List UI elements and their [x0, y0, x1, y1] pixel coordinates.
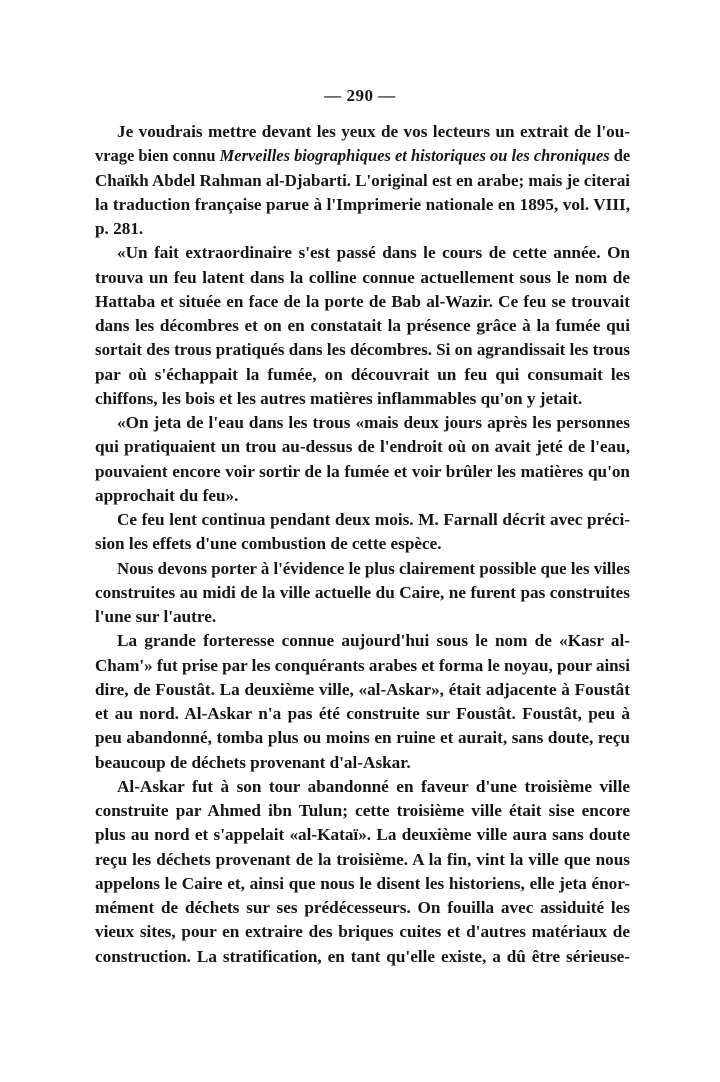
- book-title-italic: Merveilles biographiques et historiques ou les chroniques: [219, 146, 610, 166]
- text-line: peu abandonné, tomba plus ou moins en ruine et aurait, sans doute, reçu: [95, 728, 630, 748]
- text-line: par où s'échappait la fumée, on découvrait un feu qui consumait les: [95, 364, 630, 384]
- text-line: reçu les déchets provenant de la troisième. A la fin, vint la ville que nous: [95, 849, 630, 869]
- text-span: de: [609, 146, 631, 166]
- text-line: appelons le Caire et, ainsi que nous le disent les historiens, elle jeta énor-: [95, 873, 630, 893]
- text-span: vrage bien connu: [95, 146, 220, 166]
- text-line: vieux sites, pour en extraire des briques cuites et d'autres matériaux de: [95, 922, 630, 942]
- text-line: Hattaba et située en face de la porte de Bab al-Wazir. Ce feu se trouvait: [95, 291, 630, 311]
- text-line: mément de déchets sur ses prédécesseurs. On fouilla avec assiduité les: [95, 898, 630, 917]
- text-line: trouva un feu latent dans la colline connue actuellement sous le nom de: [95, 267, 630, 287]
- text-line: pouvaient encore voir sortir de la fumée et voir brûler les matières qu'on: [95, 461, 630, 481]
- paragraph-first-line: La grande forteresse connue aujourd'hui sous le nom de «Kasr al-: [117, 631, 630, 651]
- text-line: plus au nord et s'appelait «al-Kataï». La deuxième ville aura sans doute: [95, 825, 630, 845]
- text-line: beaucoup de déchets provenant d'al-Askar.: [95, 752, 411, 772]
- text-line: Cham'» fut prise par les conquérants arabes et forma le noyau, pour ainsi: [95, 655, 630, 675]
- text-line: Chaïkh Abdel Rahman al-Djabarti. L'original est en arabe; mais je citerai: [95, 170, 630, 190]
- text-line: construite par Ahmed ibn Tulun; cette troisième ville était sise encore: [95, 801, 630, 820]
- text-line: chiffons, les bois et les autres matières inflammables qu'on y jetait.: [95, 388, 583, 408]
- text-line: dans les décombres et on en constatait la présence grâce à la fumée qui: [95, 316, 630, 335]
- text-line: sion les effets d'une combustion de cette espèce.: [95, 534, 442, 554]
- text-line: sortait des trous pratiqués dans les décombres. Si on agrandissait les trous: [95, 340, 630, 360]
- text-line: construites au midi de la ville actuelle du Caire, ne furent pas construites: [95, 582, 630, 602]
- body-text: [95, 120, 630, 969]
- text-line: p. 281.: [95, 219, 144, 238]
- page-number: — 290 —: [324, 86, 396, 105]
- text-line: l'une sur l'autre.: [95, 607, 217, 626]
- text-line: construction. La stratification, en tant qu'elle existe, a dû être sérieuse-: [95, 946, 630, 966]
- text-line: dire, de Foustât. La deuxième ville, «al-Askar», était adjacente à Foustât: [95, 679, 630, 699]
- text-line: qui pratiquaient un trou au-dessus de l'endroit où on avait jeté de l'eau,: [95, 437, 630, 457]
- text-line: approchait du feu».: [95, 485, 239, 505]
- text-line: et au nord. Al-Askar n'a pas été construite sur Foustât. Foustât, peu à: [95, 704, 630, 723]
- paragraph-first-line: «Un fait extraordinaire s'est passé dans le cours de cette année. On: [117, 243, 630, 263]
- paragraph-first-line: Nous devons porter à l'évidence le plus clairement possible que les villes: [117, 558, 631, 578]
- text-line: la traduction française parue à l'Imprimerie nationale en 1895, vol. VIII,: [95, 194, 630, 214]
- paragraph-first-line: Je voudrais mettre devant les yeux de vos lecteurs un extrait de l'ou-: [117, 122, 630, 141]
- paragraph-first-line: Al-Askar fut à son tour abandonné en faveur d'une troisième ville: [117, 776, 630, 796]
- text-line: [95, 144, 630, 168]
- paragraph-first-line: «On jeta de l'eau dans les trous «mais deux jours après les personnes: [117, 413, 630, 432]
- paragraph-first-line: Ce feu lent continua pendant deux mois. M. Farnall décrit avec préci-: [117, 510, 630, 529]
